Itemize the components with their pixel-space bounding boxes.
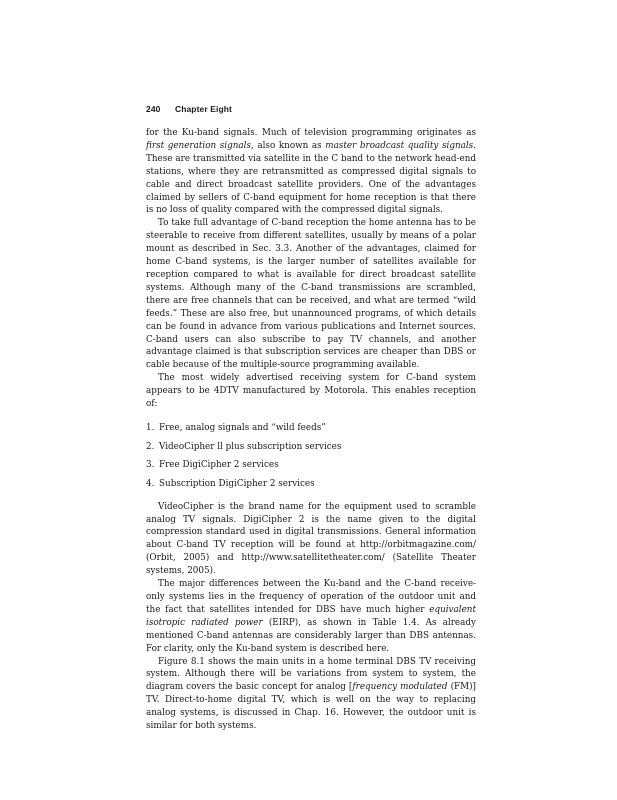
paragraph-1	[146, 127, 476, 217]
p1-text-b: , also known as	[250, 140, 326, 151]
p6-text-b: (FM)] TV. Direct-to-home digital TV, which is well on the way to replacing analog systems, is discussed in Chap. 16. However, the outdoor unit is similar for both systems.	[146, 682, 476, 732]
p5-emphasis-1: equivalent isotropic radiated power	[146, 604, 476, 628]
p5-text-a: The major differences between the Ku-band and the C-band receive-only systems lies in the frequency of operation of the outdoor unit and the fact that satellites intended for DBS have much higher	[146, 579, 476, 615]
list-item-number: 4.	[146, 478, 155, 489]
p1-text-c: . These are transmitted via satellite in the C band to the network head-end stations, where they are retransmitted as compressed digital signals to cable and direct broadcast satellite providers. One of the advantages claimed by sellers of C-band equipment for home reception is that there is no loss of quality compared with the compressed digital signals.	[146, 140, 476, 216]
p1-emphasis-1: first generation signals	[146, 140, 251, 151]
list-item-number: 3.	[146, 460, 155, 471]
numbered-list	[146, 422, 476, 491]
p5-text-b: (EIRP), as shown in Table 1.4. As already mentioned C-band antennas are considerably larger than DBS antennas. For clarity, only the Ku-band system is described here.	[146, 617, 476, 654]
p6-text-a: Figure 8.1 shows the main units in a home terminal DBS TV receiving system. Although there will be variations from system to system, the diagram covers the basic concept for analog [	[146, 656, 476, 693]
paragraph-3: The most widely advertised receiving system for C-band system appears to be 4DTV manufactured by Motorola. This enables reception of:	[146, 373, 476, 410]
list-item	[146, 422, 476, 435]
p6-emphasis-1: frequency modulated	[352, 682, 448, 693]
list-item-number: 1.	[146, 422, 155, 433]
paragraph-2: To take full advantage of C-band reception the home antenna has to be steerable to receive from different satellites, usually by means of a polar mount as described in Sec. 3.3. Another of the advantages, claimed for home C-band systems, is the larger number of satellites available for reception compared to what is available for direct broadcast satellite systems. Although many of the C-band transmissions are scrambled, there are free channels that can be received, and what are termed “wild feeds.” These are also free, but unannounced programs, of which details can be found in advance from various publications and Internet sources. C-band users can also subscribe to pay TV channels, and another advantage claimed is that subscription services are cheaper than DBS or cable because of the multiple-source programming available.	[146, 218, 476, 371]
list-item	[146, 459, 476, 472]
list-item	[146, 478, 476, 491]
page-header	[146, 104, 232, 114]
list-item-text: Subscription DigiCipher 2 services	[159, 478, 315, 489]
body-text	[146, 127, 476, 733]
list-item-number: 2.	[146, 441, 155, 452]
chapter-title: Chapter Eight	[174, 104, 232, 114]
paragraph-5	[146, 578, 476, 655]
list-item-text: VideoCipher ll plus subscription services	[159, 441, 342, 452]
paragraph-4: VideoCipher is the brand name for the equipment used to scramble analog TV signals. DigiCipher 2 is the name given to the digital compression standard used in digital transmissions. General information about C-band TV reception will be found at http://orbitmagazine.com/ (Orbit, 2005) and http://www.satellitetheater.com/ (Satellite Theater systems, 2005).	[146, 501, 476, 577]
p1-emphasis-2: master broadcast quality signals	[325, 140, 474, 151]
list-item-text: Free DigiCipher 2 services	[159, 460, 279, 471]
page-number: 240	[146, 104, 161, 114]
list-item	[146, 441, 476, 454]
p1-text-a: for the Ku-band signals. Much of television programming originates as	[146, 128, 476, 138]
list-item-text: Free, analog signals and “wild feeds”	[159, 422, 326, 433]
paragraph-6	[146, 656, 476, 733]
